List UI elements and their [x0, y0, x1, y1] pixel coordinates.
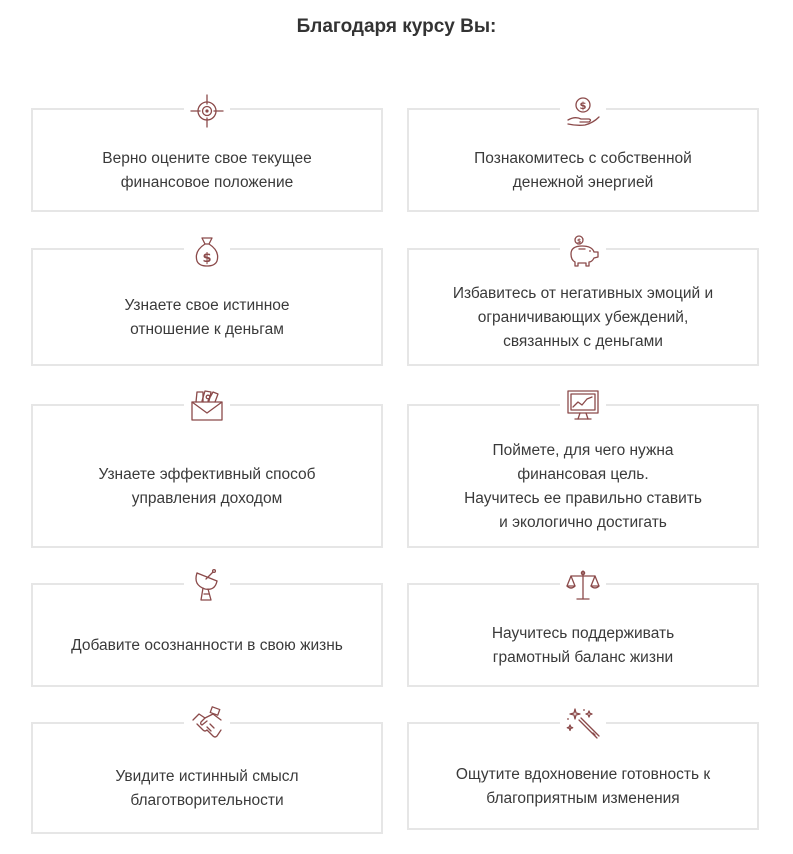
benefit-text: Узнаете эффективный способ управления доходом	[98, 466, 316, 507]
chart-monitor-icon	[560, 384, 606, 426]
coin-hand-icon	[560, 90, 606, 132]
satellite-dish-icon	[184, 564, 230, 606]
benefit-text: Узнаете свое истинное отношение к деньгам	[124, 297, 290, 338]
benefit-text: Добавите осознанности в свою жизнь	[71, 637, 343, 654]
benefit-text: Избавитесь от негативных эмоций и ограничивающих убеждений, связанных с деньгами	[452, 285, 714, 350]
svg-text:$: $	[579, 101, 587, 112]
svg-text:$: $	[202, 251, 212, 266]
target-icon	[184, 90, 230, 132]
balance-scale-icon	[560, 564, 606, 606]
benefit-text: Поймете, для чего нужна финансовая цель. Научитесь ее правильно ставить и экологично достигать	[464, 442, 702, 531]
money-bag-icon	[184, 230, 230, 272]
benefit-text: Увидите истинный смысл благотворительности	[115, 768, 299, 809]
benefit-text: Верно оцените свое текущее финансовое положение	[102, 150, 312, 191]
page-title: Благодаря курсу Вы:	[296, 16, 497, 37]
svg-text:$: $	[577, 238, 582, 245]
money-envelope-icon	[184, 384, 230, 426]
benefit-text: Ощутите вдохновение готовность к благоприятным изменения	[455, 766, 711, 807]
magic-wand-icon	[560, 703, 606, 745]
benefit-text: Познакомитесь с собственной денежной энергией	[474, 150, 692, 191]
benefit-text: Научитесь поддерживать грамотный баланс жизни	[491, 625, 675, 666]
piggy-bank-icon	[560, 230, 606, 272]
handshake-icon	[184, 703, 230, 745]
